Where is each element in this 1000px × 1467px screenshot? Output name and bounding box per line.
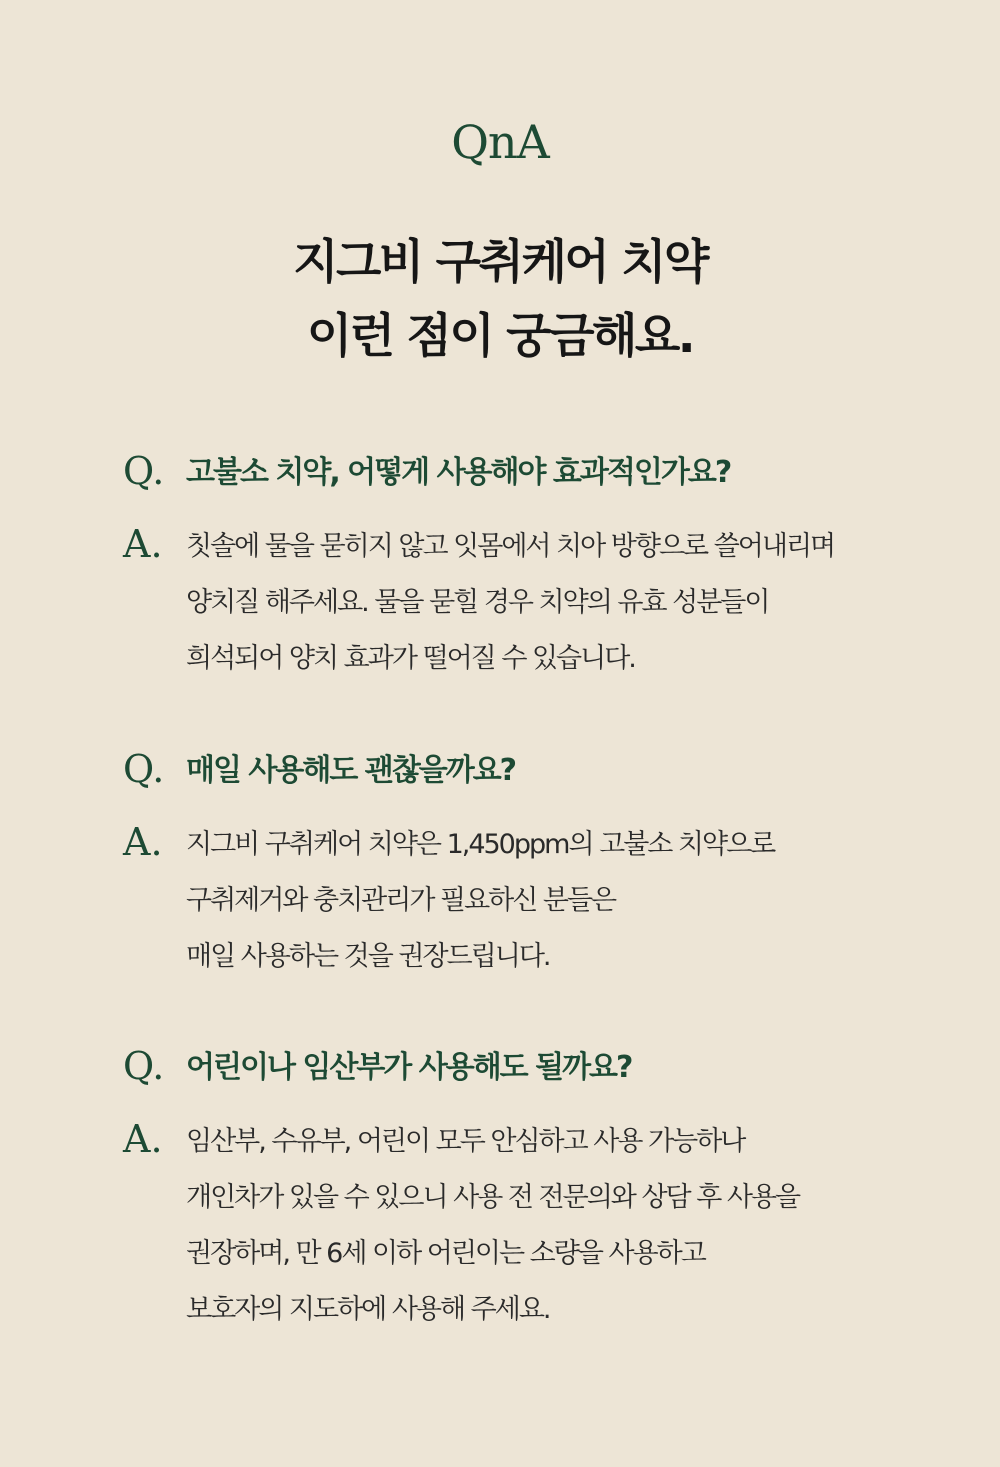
faq-answer-line: 양치질 해주세요. 물을 묻힐 경우 치약의 유효 성분들이 [186, 587, 769, 618]
faq-answer-line: 구취제거와 충치관리가 필요하신 분들은 [186, 885, 616, 916]
faq-answer-line: 칫솔에 물을 묻히지 않고 잇몸에서 치아 방향으로 쓸어내리며 [186, 531, 835, 562]
faq-item [123, 743, 903, 985]
faq-question: 매일 사용해도 괜찮을까요? [186, 753, 516, 788]
faq-answer-row [123, 817, 903, 985]
faq-answer-row [123, 519, 903, 687]
faq-answer-line: 권장하며, 만 6세 이하 어린이는 소량을 사용하고 [186, 1238, 705, 1269]
faq-question: 고불소 치약, 어떻게 사용해야 효과적인가요? [186, 455, 731, 490]
question-marker: Q. [123, 449, 165, 493]
answer-marker: A. [123, 820, 163, 864]
page-title [0, 226, 1000, 374]
faq-answer-line: 개인차가 있을 수 있으니 사용 전 전문의와 상담 후 사용을 [186, 1182, 800, 1213]
faq-question: 어린이나 임산부가 사용해도 될까요? [186, 1050, 632, 1085]
faq-answer-line: 보호자의 지도하에 사용해 주세요. [186, 1294, 550, 1325]
answer-marker: A. [123, 1117, 163, 1161]
page-title-line: 지그비 구취케어 치약 [293, 235, 707, 290]
faq-answer-row [123, 1114, 903, 1338]
faq-item [123, 445, 903, 687]
faq-answer-line: 지그비 구취케어 치약은 1,450ppm의 고불소 치약으로 [186, 829, 775, 860]
faq-question-row [123, 1040, 903, 1096]
faq-answer-line: 매일 사용하는 것을 권장드립니다. [186, 941, 550, 972]
page-title-line: 이런 점이 궁금해요. [306, 309, 694, 364]
section-eyebrow: QnA [451, 115, 549, 169]
faq-question-row [123, 445, 903, 501]
faq-item [123, 1040, 903, 1338]
faq-answer-line: 희석되어 양치 효과가 떨어질 수 있습니다. [186, 643, 635, 674]
question-marker: Q. [123, 1044, 165, 1088]
faq-question-row [123, 743, 903, 799]
question-marker: Q. [123, 747, 165, 791]
answer-marker: A. [123, 522, 163, 566]
faq-answer-line: 임산부, 수유부, 어린이 모두 안심하고 사용 가능하나 [186, 1126, 745, 1157]
